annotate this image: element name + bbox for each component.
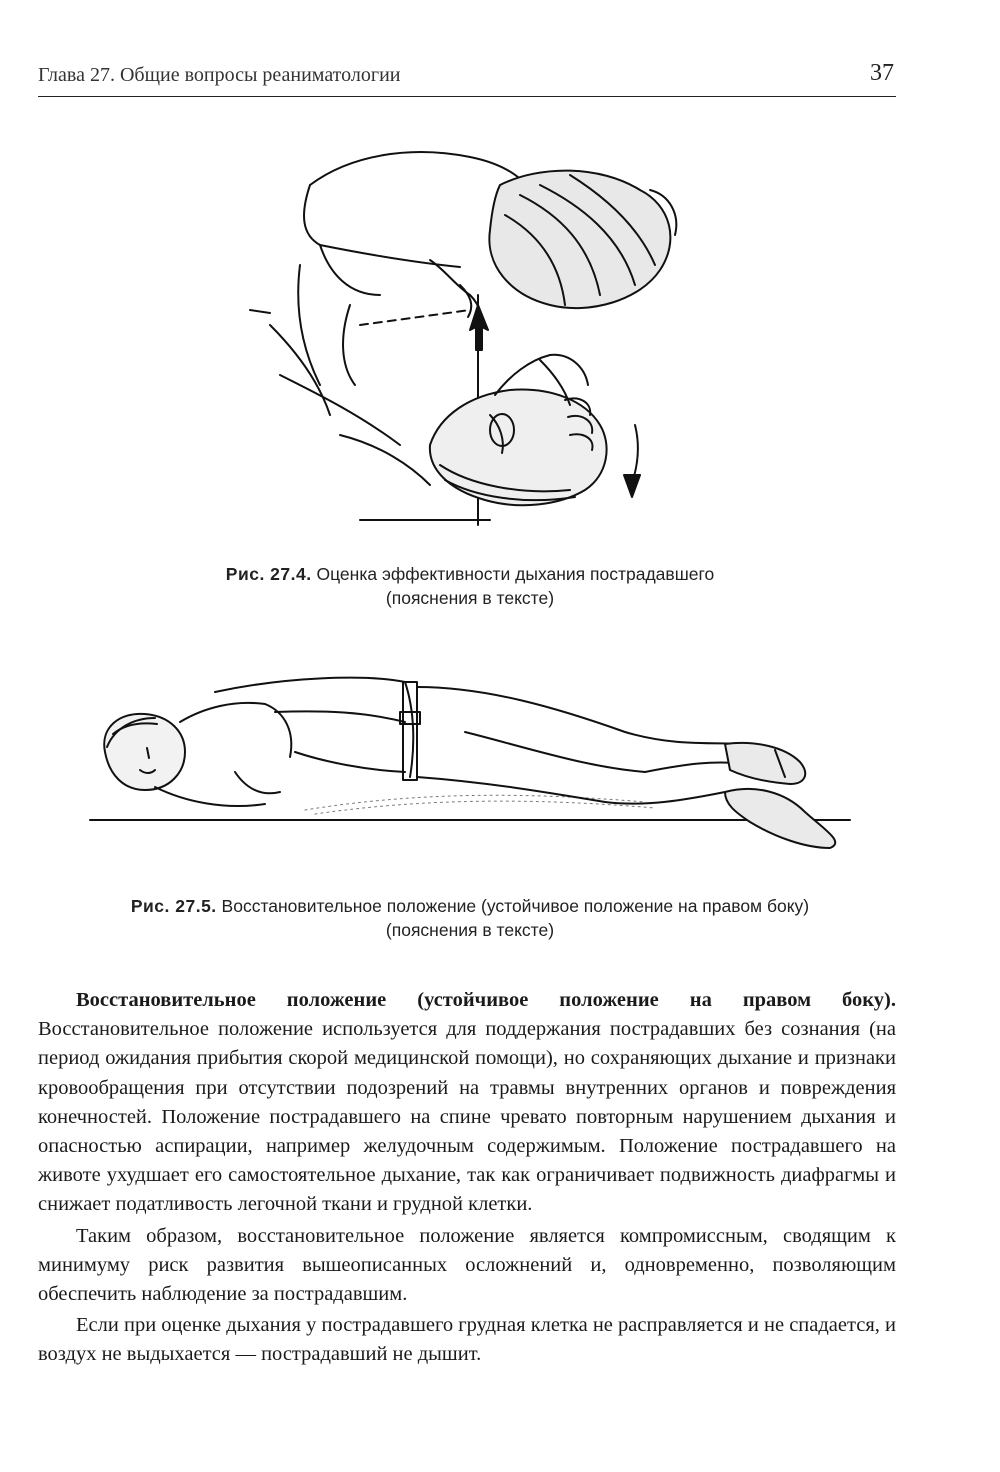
caption-text: Оценка эффективности дыхания пострадавшего <box>316 564 715 584</box>
breathing-assessment-illustration <box>240 145 690 535</box>
recovery-position-illustration <box>85 652 855 862</box>
caption-note: (пояснения в тексте) <box>385 920 555 940</box>
caption-note: (пояснения в тексте) <box>385 588 555 608</box>
page-number: 37 <box>870 60 894 86</box>
paragraph-compromise: Таким образом, восстановительное положение является компромиссным, сводящим к минимуму риск развития вышеописанных осложнений и, одновременно, позволяющим обеспечить наблюдение за пострадавшим. <box>38 1224 896 1306</box>
page-header <box>38 58 896 97</box>
paragraph-recovery-position <box>38 986 896 1220</box>
paragraph-heading: Восстановительное положение (устойчивое положение на правом боку). <box>76 989 896 1011</box>
caption-text: Восстановительное положение (устойчивое положение на правом боку) <box>221 896 810 916</box>
paragraph-text: Восстановительное положение используется для поддержания пострадавших без сознания (на период ожидания прибытия скорой медицинской помощи), но сохраняющих дыхание и признаки кровообращения при отсутствии подозрений на травмы внутренних органов и повреждения конечностей. Положение пострадавшего на спине чревато повторным нарушением дыхания и опасностью аспирации, например желудочным содержимым. Положение пострадавшего на животе ухудшает его самостоятельное дыхание, так как ограничивает подвижность диафрагмы и снижает податливость легочной ткани и грудной клетки. <box>38 1018 896 1216</box>
figure-label: Рис. 27.5. <box>130 896 217 916</box>
chapter-title: Глава 27. Общие вопросы реаниматологии <box>38 64 401 86</box>
paragraph-no-breathing: Если при оценке дыхания у пострадавшего грудная клетка не расправляется и не спадается, и воздух не выдыхается — пострадавший не дышит. <box>38 1314 896 1366</box>
figure-caption-27-4 <box>40 562 900 610</box>
figure-label: Рис. 27.4. <box>225 564 312 584</box>
figure-caption-27-5 <box>40 894 900 942</box>
body-text <box>38 986 896 1370</box>
